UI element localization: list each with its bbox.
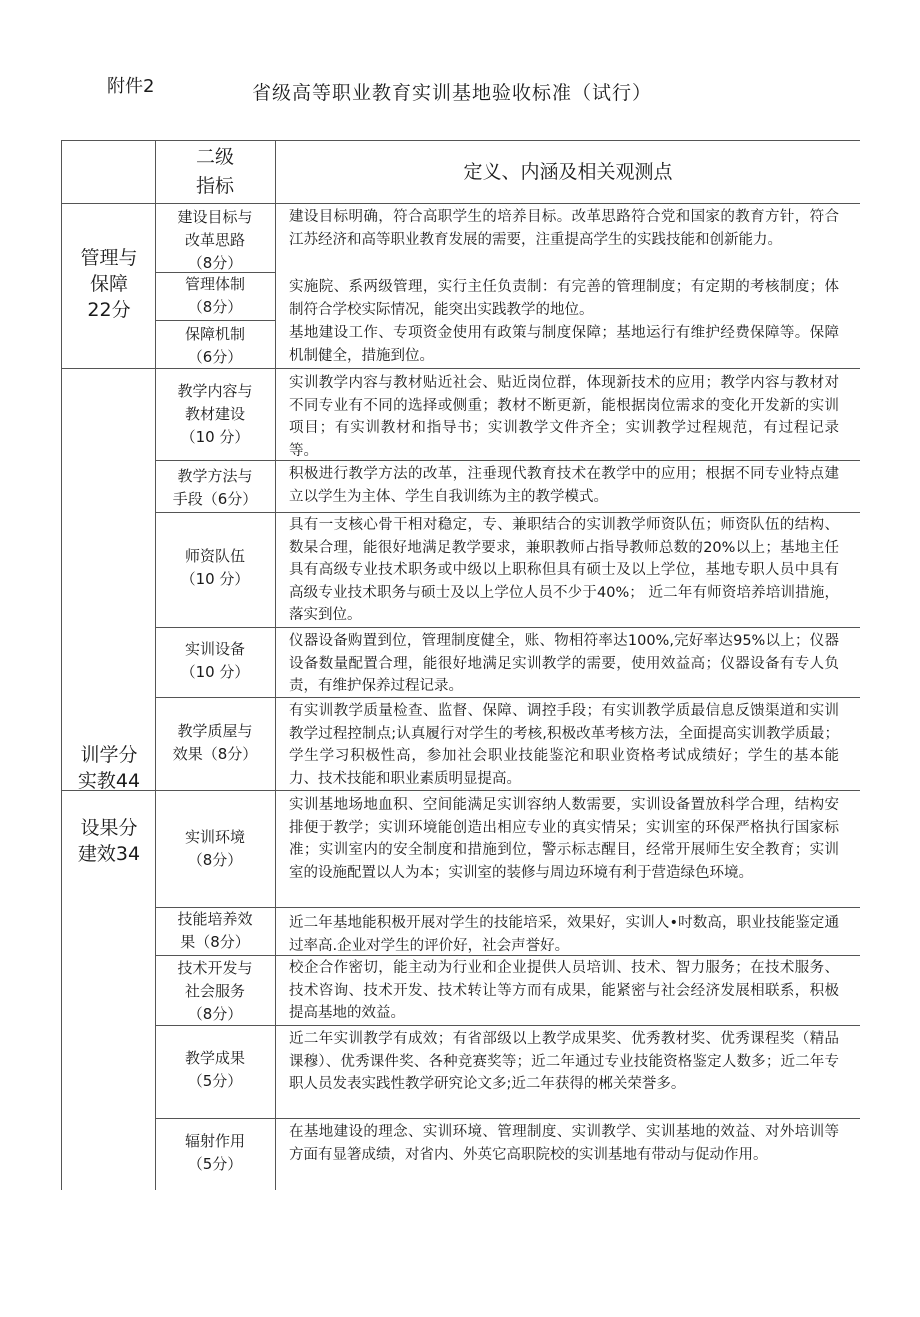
sub-line: 师资队伍	[184, 547, 245, 565]
definition-text: 具有一支核心骨干相对稳定，专、兼职结合的实训教学师资队伍；师资队伍的结构、数杲合理，能很好地满足教学要求，兼职教师占指导教师总数的20%以上；基地主任具有高级专业技术职务或中级以上职称但具有硕士及以上学位，基地专职人员中具有高级专业技术职务与硕士及以上学位人员不少于40%； 近二年有师资培养培训措施，落实到位。	[289, 517, 839, 624]
definition-text: 近二年基地能积极开展对学生的技能培采，效果好，实训人•吋数高，职业技能鉴定通过率高.企业对学生的评价好，社会声誉好。	[289, 915, 839, 954]
header-definition: 定义、内涵及相关观测点	[463, 161, 673, 183]
sub-line: 保障机制	[184, 325, 245, 343]
category-effect	[66, 815, 152, 867]
sub-line: （8分）	[187, 851, 243, 869]
header-line: 指标	[195, 175, 234, 197]
definition-text: 基地建设工作、专项资金使用有政策与制度保障；基地运行有维护经费保障等。保障机制健全，措施到位。	[289, 325, 839, 364]
definition-text: 积极进行教学方法的改革，注垂现代教育技术在教学中的应用；根据不同专业特点建立以学生为主体、学生自我训练为主的教学模式。	[289, 466, 839, 505]
sub-line: 辐射作用	[184, 1132, 245, 1150]
sub-line: 教学成果	[184, 1049, 245, 1067]
category-line: 22分	[87, 299, 131, 321]
category-line: 实教44	[77, 770, 141, 792]
sub-line: 社会服务	[184, 982, 245, 1000]
page-title: 省级高等职业教育实训基地验收标准（试行）	[252, 82, 653, 104]
category-line: 设果分	[80, 817, 138, 839]
sub-indicator	[156, 908, 274, 954]
sub-line: 技术开发与	[177, 959, 253, 977]
definition-text: 校企合作密切，能主动为行业和企业提供人员培训、技术、智力服务；在技术服务、技术咨询、技术开发、技术转让等方而有成果，能紧密与社会经济发展相联系，积极提高基地的效益。	[289, 960, 839, 1022]
sub-indicator	[156, 545, 274, 591]
sub-line: （10 分）	[180, 428, 250, 446]
sub-line: 果（8分）	[180, 933, 250, 951]
sub-indicator	[156, 465, 274, 511]
sub-line: 教学方法与	[177, 467, 253, 485]
sub-indicator	[156, 720, 274, 766]
sub-line: （10 分）	[180, 663, 250, 681]
sub-line: （6分）	[187, 348, 243, 366]
definition-text: 实施院、系两级管理，实行主任负责制：有完善的管理制度；有定期的考核制度；体制符合学校实际情况，能突出实践教学的地位。	[289, 279, 839, 318]
category-line: 管理与	[80, 247, 138, 269]
header-line: 二级	[195, 146, 234, 168]
sub-indicator	[156, 1130, 274, 1176]
category-line: 保障	[89, 273, 128, 295]
definition-text: 建设目标明确，符合高职学生的培养目标。改革思路符合党和国家的教育方针，符合江苏经济和高等职业教育发展的需要，注重提高学生的实践技能和创新能力。	[289, 209, 839, 248]
sub-line: （8分）	[187, 298, 243, 316]
sub-line: （10 分）	[180, 570, 250, 588]
sub-line: 建设目标与	[177, 208, 253, 226]
sub-indicator	[156, 323, 274, 369]
sub-line: （5分）	[187, 1155, 243, 1173]
category-teaching	[66, 742, 152, 794]
sub-line: 教材建设	[184, 405, 245, 423]
header-level2-indicator	[160, 143, 270, 201]
sub-indicator	[156, 206, 274, 275]
sub-line: （5分）	[187, 1072, 243, 1090]
sub-line: 手段（6分）	[172, 490, 258, 508]
sub-line: （8分）	[187, 254, 243, 272]
definition-text: 近二年实训教学有成效；有省部级以上教学成果奖、优秀教材奖、优秀课程奖（精品课穆）、优秀课件奖、各种竞赛奖等；近二年通过专业技能资格鉴定人数多；近二年专职人员发表实践性教学研究论文多;近二年获得的郴关荣誉多。	[289, 1031, 839, 1093]
sub-line: 改革思路	[184, 231, 245, 249]
category-line: 训学分	[80, 744, 138, 766]
sub-line: 技能培养效	[177, 910, 253, 928]
sub-indicator	[156, 638, 274, 684]
attachment-label: 附件2	[107, 76, 155, 97]
sub-line: 教学质屋与	[177, 722, 253, 740]
sub-line: 效果（8分）	[172, 745, 258, 763]
definition-text: 实训基地场地血积、空间能满足实训容纳人数需要，实训设备置放科学合理，结构安排便于教学；实训环境能创造出相应专业的真实情呆；实训室的环保严格执行国家标准；实训室内的安全制度和措施到位，警示标志醒目，经常开展师生安全教育；实训室的设施配置以人为本；实训室的装修与周边环境有利于营造绿色环境。	[289, 797, 839, 881]
sub-indicator	[156, 273, 274, 319]
definition-text: 在基地建设的理念、实训环境、管理制度、实训教学、实训基地的效益、对外培训等方面有显箸成绩，对省内、外英它高职院校的实训基地有带动与促动作用。	[289, 1124, 839, 1163]
definition-text: 有实训教学质量检查、监督、保障、调控手段；有实训教学质最信息反馈渠道和实训教学过程控制点;认真履行对学生的考核,积极改革考核方法，全面提高实训教学质最；学生学习积极性高，参加社会职业技能鉴沱和职业资格考试成绩好；学生的基本能力、技术技能和职业素质明显提高。	[289, 703, 839, 787]
sub-line: 实训设备	[184, 640, 245, 658]
sub-indicator	[156, 826, 274, 872]
definition-text: 仪器设备购置到位，管理制度健全，账、物相符率达100%,完好率达95%以上；仪器设备数量配置合理，能很好地满足实训教学的需要，使用效益高；仪器设备有专人负责，有维护保养过程记录。	[289, 633, 839, 695]
sub-indicator	[156, 1047, 274, 1093]
sub-line: 教学内容与	[177, 382, 253, 400]
definition-text: 实训教学内容与教材贴近社会、贴近岗位群，体现新技术的应用；教学内容与教材对不同专业有不同的选择或侧重；教材不断更新，能根据岗位需求的变化开发新的实训项目；有实训教材和指导书；实训教学文件齐全；实训教学过程规范，有过程记录等。	[289, 375, 839, 459]
sub-line: 实训环境	[184, 828, 245, 846]
sub-line: （8分）	[187, 1005, 243, 1023]
sub-indicator	[156, 957, 274, 1026]
sub-line: 管理体制	[184, 275, 245, 293]
category-line: 建效34	[77, 843, 141, 865]
category-management	[66, 245, 152, 323]
sub-indicator	[156, 380, 274, 449]
